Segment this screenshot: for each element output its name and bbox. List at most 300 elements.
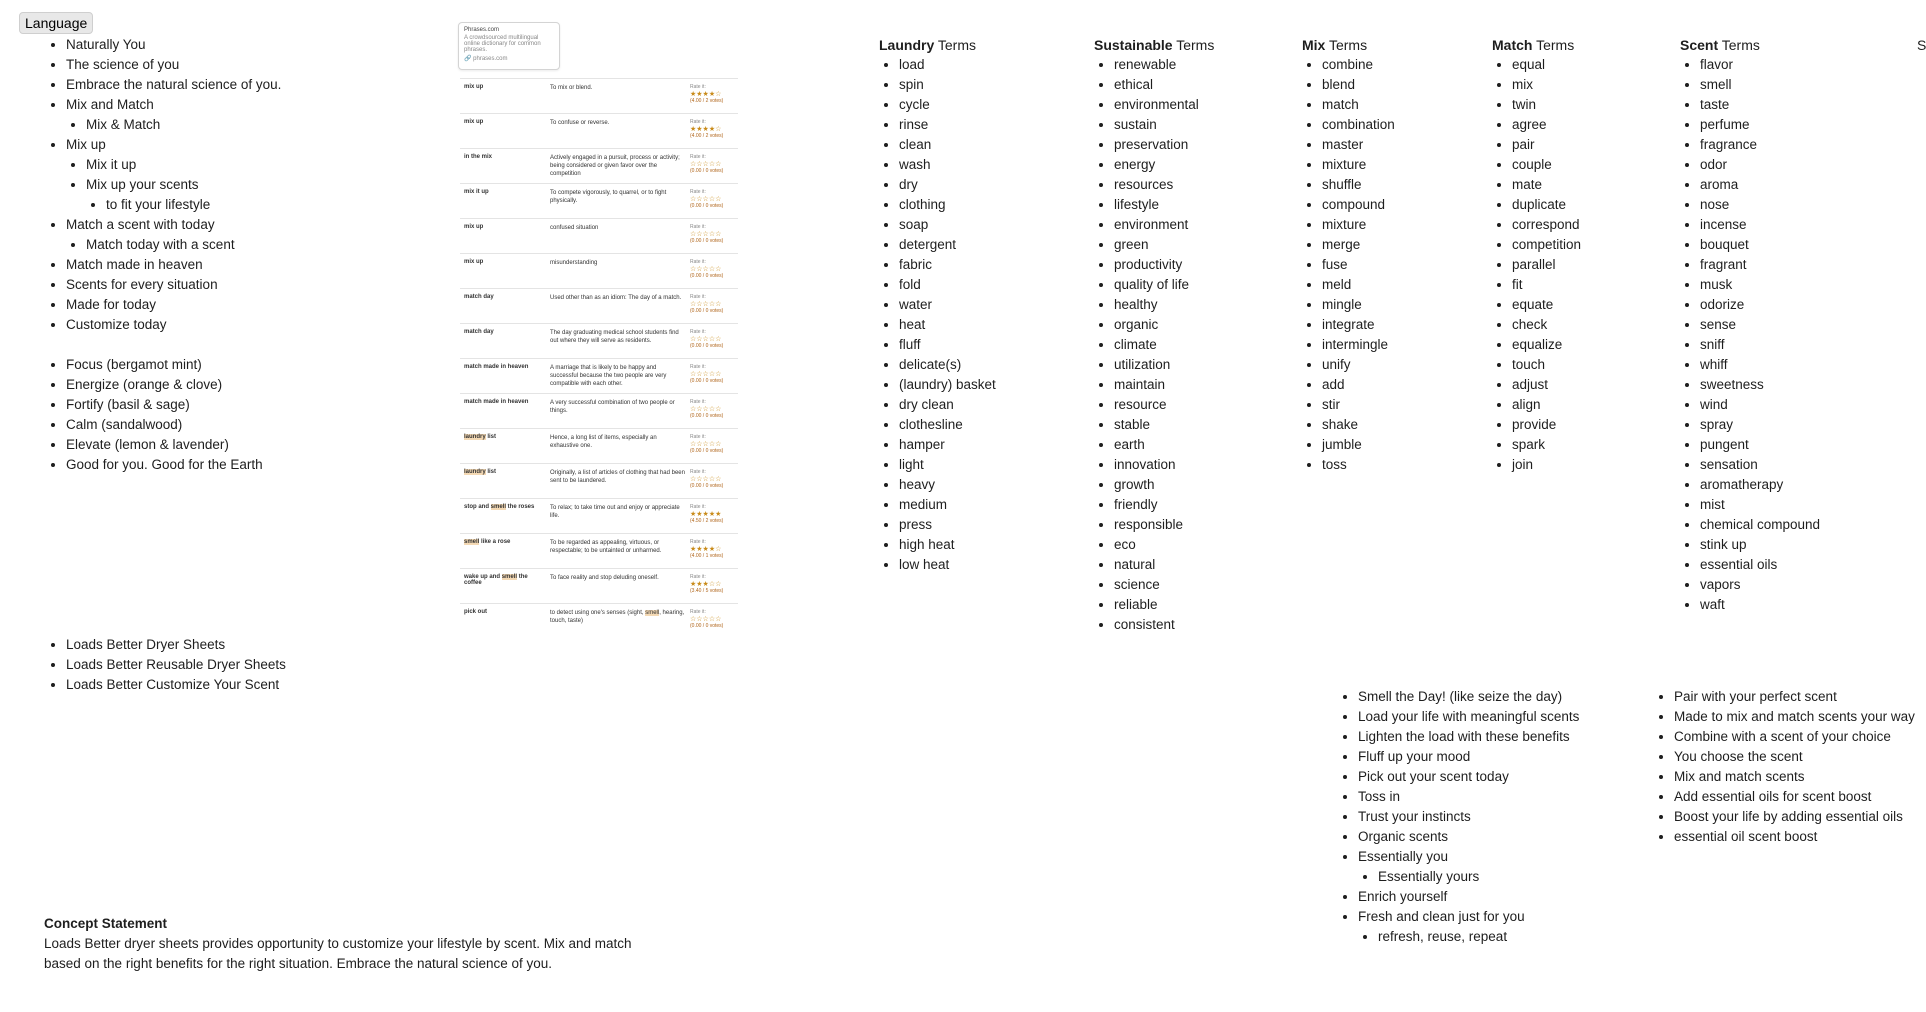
list-item: • lifestyle	[1114, 195, 1214, 215]
list-item: • heavy	[899, 475, 996, 495]
list-item	[66, 55, 281, 75]
term-heading-bold: Scent	[1680, 37, 1719, 53]
list-item: • Mix and match scents	[1674, 767, 1915, 787]
list-item: • compound	[1322, 195, 1395, 215]
phrase-rating	[690, 329, 736, 350]
rate-label: Rate it:	[690, 539, 706, 545]
list-item-text: Smell the Day! (like seize the day)	[1358, 689, 1563, 704]
list-item-text: Mix it up	[86, 157, 137, 172]
list-item: • Calm (sandalwood)	[66, 415, 263, 435]
list-item: • stir	[1322, 395, 1395, 415]
list-item-text: Fluff up your mood	[1358, 749, 1471, 764]
phrase-definition: A very successful combination of two people or things.	[550, 400, 675, 414]
list-item: • Elevate (lemon & lavender)	[66, 435, 263, 455]
sub-list	[1358, 867, 1579, 887]
phrase-row	[460, 603, 738, 638]
list-item: • chemical compound	[1700, 515, 1820, 535]
vote-count: (0.00 / 0 votes)	[690, 203, 724, 209]
list-item: • hamper	[899, 435, 996, 455]
list-item: • align	[1512, 395, 1581, 415]
list-item: • flavor	[1700, 55, 1820, 75]
list-item-text: Essentially you	[1358, 849, 1449, 864]
vote-count: (0.00 / 0 votes)	[690, 168, 724, 174]
list-item-text: Mix up	[66, 137, 106, 152]
list-item	[66, 35, 281, 55]
phrase-definition: Hence, a long list of items, especially an exhaustive one.	[550, 435, 657, 449]
vote-count: (0.00 / 0 votes)	[690, 413, 724, 419]
term-list	[1492, 55, 1581, 475]
list-item: • medium	[899, 495, 996, 515]
list-item: • equate	[1512, 295, 1581, 315]
list-item	[66, 215, 281, 235]
list-item: • sweetness	[1700, 375, 1820, 395]
phrase-row	[460, 498, 738, 533]
phrase-term: stop and smell the roses	[464, 504, 535, 510]
list-item	[1378, 927, 1579, 947]
term-column-heading	[879, 35, 996, 55]
list-item: • Boost your life by adding essential oils	[1674, 807, 1915, 827]
term-heading-bold: Laundry	[879, 37, 935, 53]
list-item: • ethical	[1114, 75, 1214, 95]
rate-label: Rate it:	[690, 119, 706, 125]
phrase-row	[460, 113, 738, 148]
term-column-heading	[1492, 35, 1581, 55]
list-item: • Loads Better Reusable Dryer Sheets	[66, 655, 286, 675]
rate-label: Rate it:	[690, 504, 706, 510]
list-item: • vapors	[1700, 575, 1820, 595]
rate-label: Rate it:	[690, 469, 706, 475]
phrase-definition: to detect using one's senses (sight, smell, hearing, touch, taste)	[550, 610, 685, 624]
phrase-row	[460, 183, 738, 218]
star-rating-icon: ☆☆☆☆☆	[690, 301, 722, 308]
list-item: • maintain	[1114, 375, 1214, 395]
list-item: • waft	[1700, 595, 1820, 615]
phrase-term: mix up	[464, 119, 484, 125]
sub-list	[66, 155, 281, 215]
vote-count: (0.00 / 0 votes)	[690, 343, 724, 349]
list-item: • resources	[1114, 175, 1214, 195]
phrase-rating	[690, 259, 736, 280]
rate-label: Rate it:	[690, 84, 706, 90]
rate-label: Rate it:	[690, 364, 706, 370]
list-item-text: Scents for every situation	[66, 277, 218, 292]
phrase-rating	[690, 539, 736, 560]
phrase-row	[460, 393, 738, 428]
list-item: • agree	[1512, 115, 1581, 135]
list-item	[1358, 807, 1579, 827]
list-item: • low heat	[899, 555, 996, 575]
phrase-row	[460, 533, 738, 568]
phrase-rating	[690, 84, 736, 105]
list-item: • growth	[1114, 475, 1214, 495]
list-item: • environmental	[1114, 95, 1214, 115]
list-item	[86, 175, 281, 195]
vote-count: (4.50 / 2 votes)	[690, 518, 724, 524]
phrase-definition: To confuse or reverse.	[550, 120, 610, 126]
link-preview-site: Phrases.com	[464, 27, 500, 33]
star-rating-icon: ★★★☆☆	[690, 581, 722, 588]
list-item: • Focus (bergamot mint)	[66, 355, 263, 375]
phrase-row	[460, 253, 738, 288]
list-item	[1358, 707, 1579, 727]
vote-count: (0.00 / 0 votes)	[690, 448, 724, 454]
list-item: • mist	[1700, 495, 1820, 515]
list-item: • adjust	[1512, 375, 1581, 395]
list-item: • Loads Better Dryer Sheets	[66, 635, 286, 655]
list-item: • productivity	[1114, 255, 1214, 275]
list-item: • odorize	[1700, 295, 1820, 315]
taglines-b-block	[1654, 687, 1915, 847]
list-item-text: Organic scents	[1358, 829, 1449, 844]
phrase-row	[460, 428, 738, 463]
list-item	[66, 275, 281, 295]
language-button[interactable]: Language	[19, 12, 93, 34]
star-rating-icon: ★★★★☆	[690, 546, 722, 553]
list-item: • check	[1512, 315, 1581, 335]
list-item	[1378, 867, 1579, 887]
whiteboard-canvas[interactable]	[4, 4, 1926, 1012]
phrase-row	[460, 463, 738, 498]
list-item: • dry	[899, 175, 996, 195]
list-item: • heat	[899, 315, 996, 335]
list-item: • unify	[1322, 355, 1395, 375]
list-item: • parallel	[1512, 255, 1581, 275]
list-item	[1358, 827, 1579, 847]
list-item: • merge	[1322, 235, 1395, 255]
list-item: • mix	[1512, 75, 1581, 95]
language-list	[46, 35, 281, 335]
phrase-definition: Originally, a list of articles of clothing that had been sent to be laundered.	[550, 470, 685, 484]
rate-label: Rate it:	[690, 259, 706, 265]
term-heading-bold: Mix	[1302, 37, 1326, 53]
products-list-block	[46, 635, 286, 695]
list-item: • fold	[899, 275, 996, 295]
list-item: • nose	[1700, 195, 1820, 215]
phrase-row	[460, 288, 738, 323]
list-item: • sustain	[1114, 115, 1214, 135]
concept-title: Concept Statement	[44, 916, 168, 931]
list-item: • earth	[1114, 435, 1214, 455]
list-item: • water	[899, 295, 996, 315]
list-item: • light	[899, 455, 996, 475]
concept-body: Loads Better dryer sheets provides opportunity to customize your lifestyle by scent. Mix and match based on the right benefits for the right situation. Embrace the natural science of you.	[44, 936, 632, 971]
phrase-definition: To face reality and stop deluding oneself.	[550, 575, 659, 581]
list-item	[1358, 887, 1579, 907]
phrase-rating	[690, 609, 736, 630]
list-item: • perfume	[1700, 115, 1820, 135]
star-rating-icon: ☆☆☆☆☆	[690, 616, 722, 623]
products-list	[46, 635, 286, 695]
list-item: • whiff	[1700, 355, 1820, 375]
term-heading-rest: Terms	[1172, 37, 1215, 53]
phrase-term: mix up	[464, 224, 484, 230]
sub-list	[1358, 927, 1579, 947]
phrase-rating	[690, 294, 736, 315]
phrase-term: match made in heaven	[464, 399, 529, 405]
list-item-text: Match made in heaven	[66, 257, 203, 272]
list-item-text: Pick out your scent today	[1358, 769, 1509, 784]
vote-count: (3.40 / 5 votes)	[690, 588, 724, 594]
list-item: • Made to mix and match scents your way	[1674, 707, 1915, 727]
list-item: • duplicate	[1512, 195, 1581, 215]
vote-count: (0.00 / 0 votes)	[690, 378, 724, 384]
list-item: • natural	[1114, 555, 1214, 575]
list-item: • Fortify (basil & sage)	[66, 395, 263, 415]
concept-statement	[44, 914, 644, 974]
list-item: • delicate(s)	[899, 355, 996, 375]
list-item: • twin	[1512, 95, 1581, 115]
star-rating-icon: ☆☆☆☆☆	[690, 371, 722, 378]
sub-list	[86, 195, 281, 215]
list-item: • smell	[1700, 75, 1820, 95]
rate-label: Rate it:	[690, 294, 706, 300]
list-item	[1358, 767, 1579, 787]
list-item: • climate	[1114, 335, 1214, 355]
list-item: • pair	[1512, 135, 1581, 155]
term-list	[1302, 55, 1395, 475]
list-item: • green	[1114, 235, 1214, 255]
term-column-scent	[1680, 35, 1820, 615]
language-list-block	[46, 35, 281, 335]
list-item: • preservation	[1114, 135, 1214, 155]
phrase-term: mix up	[464, 84, 484, 90]
list-item: • utilization	[1114, 355, 1214, 375]
list-item: • join	[1512, 455, 1581, 475]
list-item: • renewable	[1114, 55, 1214, 75]
list-item: • (laundry) basket	[899, 375, 996, 395]
phrase-definition: Actively engaged in a pursuit, process or activity; being considered or given favor over the competition	[550, 155, 680, 177]
list-item: • friendly	[1114, 495, 1214, 515]
phrase-row	[460, 323, 738, 358]
list-item: • Combine with a scent of your choice	[1674, 727, 1915, 747]
term-list	[1094, 55, 1214, 635]
list-item: • Good for you. Good for the Earth	[66, 455, 263, 475]
list-item-text: to fit your lifestyle	[106, 197, 211, 212]
vote-count: (0.00 / 0 votes)	[690, 238, 724, 244]
vote-count: (0.00 / 0 votes)	[690, 623, 724, 629]
list-item	[1358, 907, 1579, 927]
list-item: • equalize	[1512, 335, 1581, 355]
term-heading-rest: Terms	[1718, 37, 1760, 53]
list-item: • meld	[1322, 275, 1395, 295]
phrase-row	[460, 218, 738, 253]
list-item: • mate	[1512, 175, 1581, 195]
phrase-term: smell like a rose	[464, 539, 511, 545]
list-item: • cycle	[899, 95, 996, 115]
star-rating-icon: ☆☆☆☆☆	[690, 266, 722, 273]
phrase-term: match day	[464, 294, 494, 300]
list-item: • wind	[1700, 395, 1820, 415]
phrase-term: in the mix	[464, 154, 493, 160]
list-item-text: The science of you	[66, 57, 180, 72]
list-item: • stable	[1114, 415, 1214, 435]
term-column-heading	[1680, 35, 1820, 55]
list-item-text: Embrace the natural science of you.	[66, 77, 282, 92]
phrase-rating	[690, 189, 736, 210]
list-item: • essential oils	[1700, 555, 1820, 575]
star-rating-icon: ☆☆☆☆☆	[690, 406, 722, 413]
cut-off-heading: S	[1917, 37, 1926, 53]
rate-label: Rate it:	[690, 189, 706, 195]
list-item-text: refresh, reuse, repeat	[1378, 929, 1508, 944]
benefits-list	[46, 355, 263, 475]
vote-count: (4.00 / 2 votes)	[690, 98, 724, 104]
list-item: • combine	[1322, 55, 1395, 75]
term-column-heading	[1094, 35, 1214, 55]
list-item: • shuffle	[1322, 175, 1395, 195]
phrase-term: mix up	[464, 259, 484, 265]
link-preview-url: phrases.com	[473, 56, 508, 62]
list-item	[66, 295, 281, 315]
term-heading-rest: Terms	[1325, 37, 1368, 53]
list-item: • environment	[1114, 215, 1214, 235]
phrase-rating	[690, 574, 736, 595]
list-item: • odor	[1700, 155, 1820, 175]
phrase-definition: To mix or blend.	[550, 85, 593, 91]
list-item: • Pair with your perfect scent	[1674, 687, 1915, 707]
list-item: • jumble	[1322, 435, 1395, 455]
phrase-term: wake up and smell the coffee	[464, 574, 528, 586]
phrase-rating	[690, 469, 736, 490]
list-item: • fluff	[899, 335, 996, 355]
list-item: • correspond	[1512, 215, 1581, 235]
phrase-rating	[690, 119, 736, 140]
list-item: • sense	[1700, 315, 1820, 335]
link-preview-desc: A crowdsourced multilingual online dictionary for common phrases.	[464, 35, 541, 53]
list-item: • touch	[1512, 355, 1581, 375]
list-item: • couple	[1512, 155, 1581, 175]
list-item: • mixture	[1322, 215, 1395, 235]
list-item: • detergent	[899, 235, 996, 255]
term-column-sustainable	[1094, 35, 1214, 635]
term-heading-rest: Terms	[934, 37, 976, 53]
list-item: • press	[899, 515, 996, 535]
list-item	[86, 155, 281, 175]
list-item: • sensation	[1700, 455, 1820, 475]
list-item: • add	[1322, 375, 1395, 395]
star-rating-icon: ☆☆☆☆☆	[690, 161, 722, 168]
phrase-rating	[690, 504, 736, 525]
list-item	[1358, 687, 1579, 707]
phrase-term: laundry list	[464, 469, 497, 475]
list-item: • blend	[1322, 75, 1395, 95]
list-item-text: Lighten the load with these benefits	[1358, 729, 1570, 744]
list-item: • incense	[1700, 215, 1820, 235]
list-item-text: Mix up your scents	[86, 177, 199, 192]
list-item-text: Essentially yours	[1378, 869, 1480, 884]
link-preview-card[interactable]	[458, 22, 560, 70]
phrase-term: mix it up	[464, 189, 489, 195]
list-item: • equal	[1512, 55, 1581, 75]
list-item: • integrate	[1322, 315, 1395, 335]
phrase-rating	[690, 364, 736, 385]
list-item-text: Fresh and clean just for you	[1358, 909, 1525, 924]
star-rating-icon: ☆☆☆☆☆	[690, 336, 722, 343]
rate-label: Rate it:	[690, 329, 706, 335]
term-heading-bold: Match	[1492, 37, 1533, 53]
star-rating-icon: ★★★★★	[690, 511, 722, 518]
rate-label: Rate it:	[690, 224, 706, 230]
list-item: • rinse	[899, 115, 996, 135]
sub-list	[66, 115, 281, 135]
rate-label: Rate it:	[690, 154, 706, 160]
list-item-text: Trust your instincts	[1358, 809, 1471, 824]
phrase-row	[460, 78, 738, 113]
list-item	[66, 95, 281, 115]
list-item: • fuse	[1322, 255, 1395, 275]
list-item: • mingle	[1322, 295, 1395, 315]
phrase-rating	[690, 399, 736, 420]
phrase-rating	[690, 154, 736, 175]
list-item: • wash	[899, 155, 996, 175]
list-item: • competition	[1512, 235, 1581, 255]
list-item: • mixture	[1322, 155, 1395, 175]
phrase-row	[460, 358, 738, 393]
phrase-term: match made in heaven	[464, 364, 529, 370]
list-item: • match	[1322, 95, 1395, 115]
rate-label: Rate it:	[690, 399, 706, 405]
list-item: • clothing	[899, 195, 996, 215]
list-item: • resource	[1114, 395, 1214, 415]
list-item: • quality of life	[1114, 275, 1214, 295]
list-item	[86, 235, 281, 255]
list-item: • aromatherapy	[1700, 475, 1820, 495]
vote-count: (0.00 / 0 votes)	[690, 308, 724, 314]
rate-label: Rate it:	[690, 574, 706, 580]
list-item: • science	[1114, 575, 1214, 595]
term-heading-bold: Sustainable	[1094, 37, 1173, 53]
phrase-definition: To relax; to take time out and enjoy or appreciate life.	[550, 505, 680, 519]
list-item: • reliable	[1114, 595, 1214, 615]
phrase-definition: To compete vigorously, to quarrel, or to fight physically.	[550, 190, 667, 204]
phrase-rating	[690, 434, 736, 455]
list-item: • musk	[1700, 275, 1820, 295]
list-item: • spray	[1700, 415, 1820, 435]
list-item: • sniff	[1700, 335, 1820, 355]
list-item-text: Match today with a scent	[86, 237, 235, 252]
list-item: • intermingle	[1322, 335, 1395, 355]
list-item: • load	[899, 55, 996, 75]
list-item: • aroma	[1700, 175, 1820, 195]
phrase-term: pick out	[464, 609, 488, 615]
list-item: • healthy	[1114, 295, 1214, 315]
taglines-b-list	[1654, 687, 1915, 847]
list-item: • organic	[1114, 315, 1214, 335]
list-item: • eco	[1114, 535, 1214, 555]
star-rating-icon: ☆☆☆☆☆	[690, 476, 722, 483]
list-item: • soap	[899, 215, 996, 235]
list-item: • master	[1322, 135, 1395, 155]
phrase-row	[460, 568, 738, 603]
vote-count: (0.00 / 0 votes)	[690, 273, 724, 279]
list-item-text: Toss in	[1358, 789, 1401, 804]
term-list	[879, 55, 996, 575]
list-item: • shake	[1322, 415, 1395, 435]
list-item	[66, 135, 281, 155]
list-item: • Add essential oils for scent boost	[1674, 787, 1915, 807]
list-item-text: Made for today	[66, 297, 157, 312]
list-item-text: Enrich yourself	[1358, 889, 1448, 904]
list-item: • combination	[1322, 115, 1395, 135]
list-item: • fragrance	[1700, 135, 1820, 155]
term-column-match	[1492, 35, 1581, 475]
vote-count: (0.00 / 0 votes)	[690, 483, 724, 489]
list-item-text: Mix and Match	[66, 97, 154, 112]
list-item: • high heat	[899, 535, 996, 555]
list-item	[1358, 747, 1579, 767]
list-item-text: Naturally You	[66, 37, 146, 52]
list-item: • spin	[899, 75, 996, 95]
